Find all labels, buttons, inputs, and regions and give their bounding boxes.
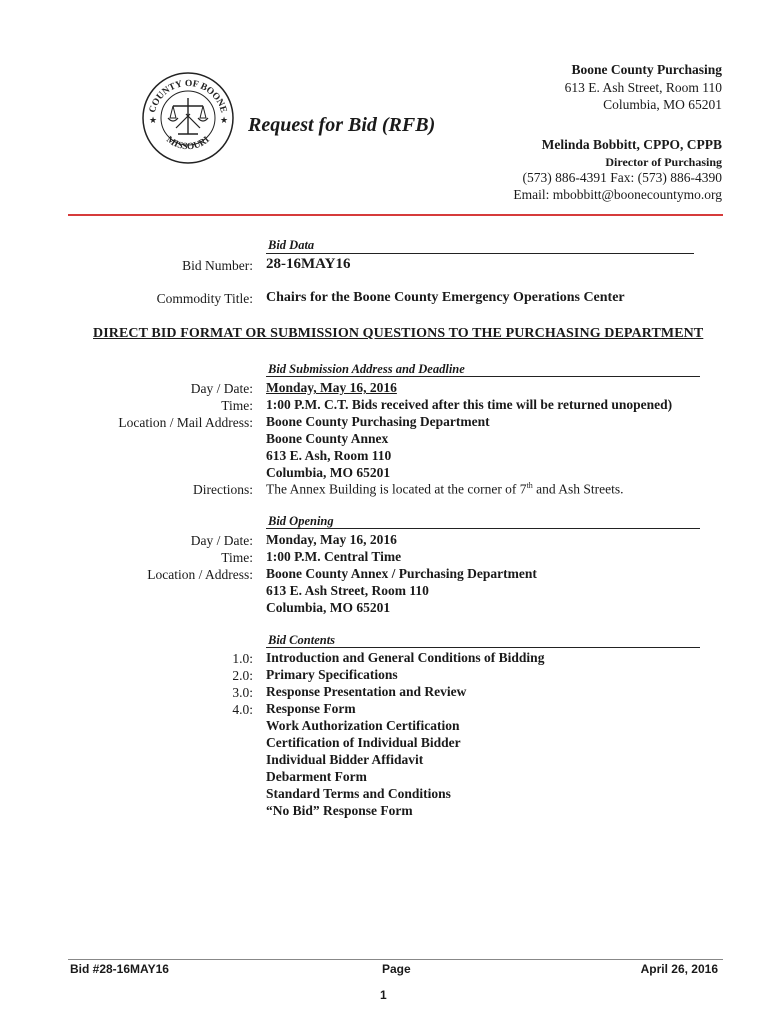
bid-data-rule [266, 253, 694, 254]
submission-day-label: Day / Date: [190, 381, 253, 396]
svg-text:★: ★ [220, 115, 229, 125]
opening-time: 1:00 P.M. Central Time [266, 549, 402, 564]
seal-top-text: COUNTY OF BOONE [147, 78, 229, 115]
contact-email: Email: mbobbitt@boonecountymo.org [513, 187, 722, 202]
opening-rule [266, 528, 700, 529]
contents-item: Debarment Form [266, 769, 367, 784]
submission-rule [266, 376, 700, 377]
footer-date: April 26, 2016 [640, 962, 718, 976]
submission-location-line: Boone County Annex [266, 431, 389, 446]
contents-item-num: 3.0: [232, 685, 253, 700]
contents-item: Work Authorization Certification [266, 718, 460, 733]
submission-time-label: Time: [221, 398, 253, 413]
contents-item: Response Presentation and Review [266, 684, 467, 699]
bid-number-label: Bid Number: [182, 258, 253, 273]
contents-item-num: 1.0: [232, 651, 253, 666]
document-title: Request for Bid (RFB) [248, 114, 436, 136]
svg-text:MISSOURI [164, 135, 212, 153]
contact-phone-fax: (573) 886-4391 Fax: (573) 886-4390 [522, 170, 722, 185]
submission-location-line: 613 E. Ash, Room 110 [266, 448, 392, 463]
contents-item: Certification of Individual Bidder [266, 735, 461, 750]
submission-location-line: Columbia, MO 65201 [266, 465, 391, 480]
opening-location-line: 613 E. Ash Street, Room 110 [266, 583, 429, 598]
submission-location-line: Boone County Purchasing Department [266, 414, 490, 429]
contents-item: “No Bid” Response Form [266, 803, 413, 818]
opening-location-line: Columbia, MO 65201 [266, 600, 391, 615]
footer-divider [68, 959, 723, 960]
contents-item: Individual Bidder Affidavit [266, 752, 424, 767]
opening-location-label: Location / Address: [147, 567, 253, 582]
org-address-line1: 613 E. Ash Street, Room 110 [564, 80, 722, 95]
submission-day: Monday, May 16, 2016 [266, 380, 397, 395]
opening-day-label: Day / Date: [190, 533, 253, 548]
commodity-title: Chairs for the Boone County Emergency Operations Center [266, 290, 625, 305]
contents-item: Standard Terms and Conditions [266, 786, 451, 801]
contents-item: Response Form [266, 701, 356, 716]
direct-questions-notice: DIRECT BID FORMAT OR SUBMISSION QUESTIONS TO THE PURCHASING DEPARTMENT [93, 326, 704, 341]
contents-item: Introduction and General Conditions of Bidding [266, 650, 545, 665]
svg-text:★: ★ [149, 115, 158, 125]
org-address-line2: Columbia, MO 65201 [603, 97, 722, 112]
contents-item-num: 4.0: [232, 702, 253, 717]
bid-number: 28-16MAY16 [266, 256, 351, 272]
commodity-title-label: Commodity Title: [156, 291, 253, 306]
header-divider [68, 214, 723, 216]
contents-item: Primary Specifications [266, 667, 398, 682]
county-seal-logo [140, 70, 236, 166]
contact-name: Melinda Bobbitt, CPPO, CPPB [541, 137, 722, 152]
contact-role: Director of Purchasing [605, 155, 722, 169]
opening-time-label: Time: [221, 550, 253, 565]
opening-heading: Bid Opening [268, 514, 334, 528]
seal-bottom-text: MISSOURI [164, 134, 212, 153]
submission-location-label: Location / Mail Address: [118, 415, 253, 430]
contents-item-num: 2.0: [232, 668, 253, 683]
opening-day: Monday, May 16, 2016 [266, 532, 397, 547]
org-name: Boone County Purchasing [571, 62, 722, 77]
page-number: 1 [380, 988, 387, 1002]
bid-data-heading: Bid Data [268, 238, 315, 252]
footer-page-label: Page [382, 962, 411, 976]
footer-bid-number: Bid #28-16MAY16 [70, 962, 169, 976]
submission-time: 1:00 P.M. C.T. Bids received after this time will be returned unopened) [266, 397, 673, 412]
contents-rule [266, 647, 700, 648]
contents-heading: Bid Contents [268, 633, 336, 647]
opening-location-line: Boone County Annex / Purchasing Department [266, 566, 537, 581]
submission-heading: Bid Submission Address and Deadline [268, 362, 465, 376]
directions-label: Directions: [193, 482, 253, 497]
directions-text: The Annex Building is located at the corner of 7th and Ash Streets. [266, 481, 624, 497]
